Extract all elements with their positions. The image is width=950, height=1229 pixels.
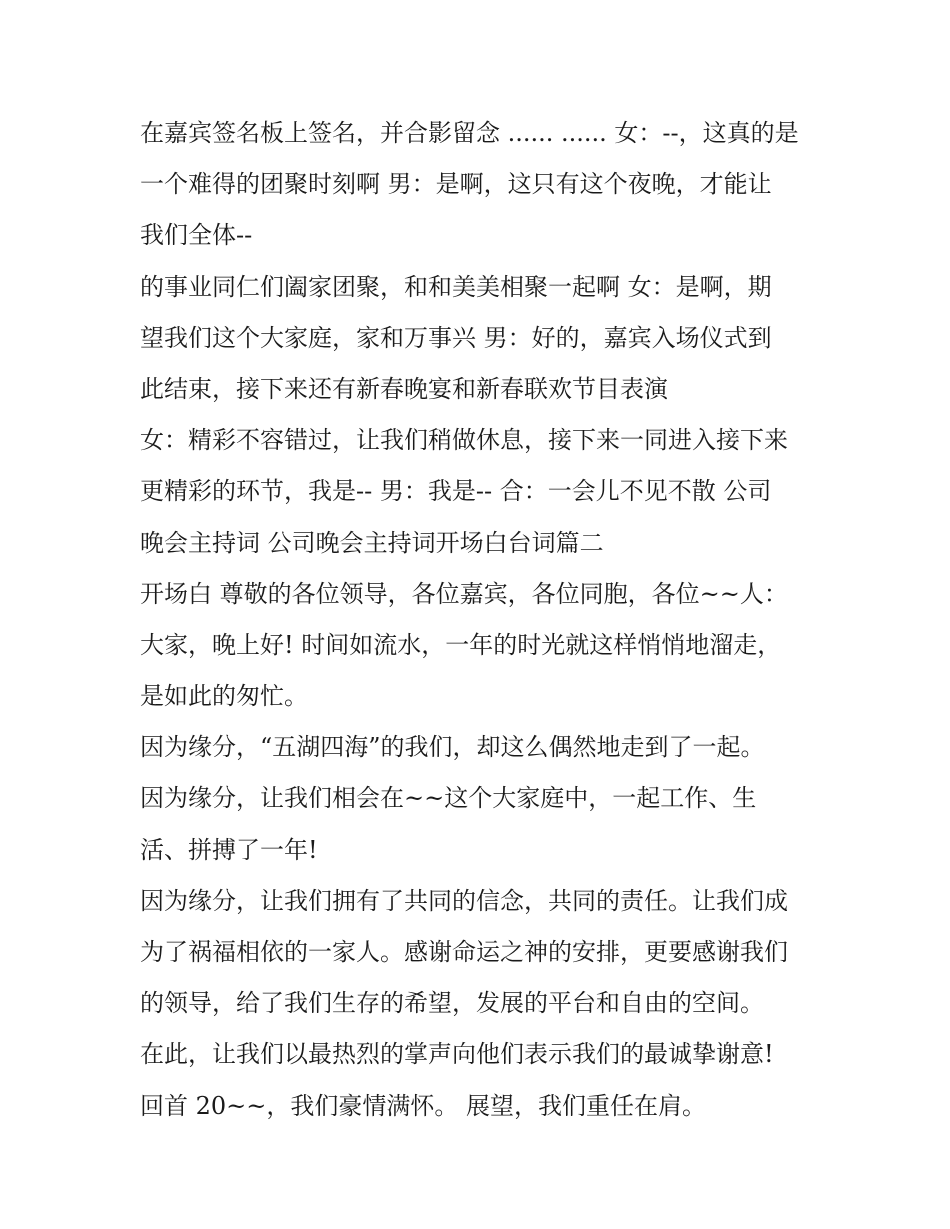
text-line: 为了祸福相依的一家人。感谢命运之神的安排，更要感谢我们	[140, 938, 788, 966]
text-line: 开场白 尊敬的各位领导，各位嘉宾，各位同胞，各位~~人：	[140, 579, 788, 608]
text-line: 的事业同仁们阖家团聚，和和美美相聚一起啊 女：是啊，期	[140, 272, 772, 301]
text-line: 活、拼搏了一年!	[140, 835, 318, 864]
text-line: 回首 20~~，我们豪情满怀。 展望，我们重任在肩。	[140, 1091, 707, 1120]
text-line: 女：精彩不容错过，让我们稍做休息，接下来一同进入接下来	[140, 426, 788, 455]
document-body	[140, 108, 830, 1132]
text-line: 晚会主持词 公司晚会主持词开场白台词篇二	[140, 528, 604, 557]
text-line: 一个难得的团聚时刻啊 男：是啊，这只有这个夜晚，才能让	[140, 170, 772, 199]
text-line: 此结束，接下来还有新春晚宴和新春联欢节目表演	[140, 374, 668, 403]
text-line: 是如此的匆忙。	[140, 682, 308, 711]
text-line: 因为缘分，“五湖四海”的我们，却这么偶然地走到了一起。	[140, 733, 765, 762]
text-line: 大家，晚上好! 时间如流水，一年的时光就这样悄悄地溜走，	[140, 630, 782, 659]
text-line: 在此，让我们以最热烈的掌声向他们表示我们的最诚挚谢意!	[140, 1040, 774, 1069]
text-line: 更精彩的环节，我是-- 男：我是-- 合：一会儿不见不散 公司	[140, 477, 772, 506]
text-line: 因为缘分，让我们相会在~~这个大家庭中，一起工作、生	[140, 784, 757, 813]
text-line: 的领导，给了我们生存的希望，发展的平台和自由的空间。	[140, 989, 764, 1018]
text-line: 望我们这个大家庭，家和万事兴 男：好的，嘉宾入场仪式到	[140, 323, 772, 352]
text-line: 因为缘分，让我们拥有了共同的信念，共同的责任。让我们成	[140, 886, 788, 915]
text-line: 在嘉宾签名板上签名，并合影留念 ...... ...... 女：--，这真的是	[140, 119, 799, 147]
text-line: 我们全体--	[140, 221, 253, 250]
